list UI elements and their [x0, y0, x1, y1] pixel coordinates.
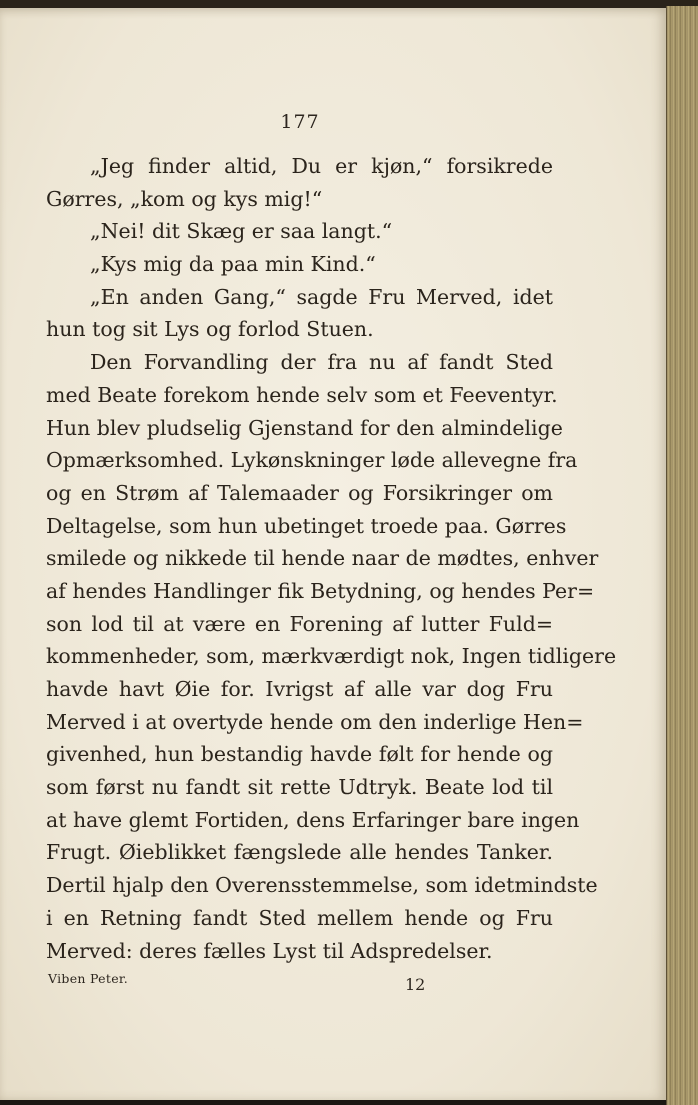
text-line: som først nu fandt sit rette Udtryk. Beate lod til	[46, 775, 553, 800]
text-line: hun tog sit Lys og forlod Stuen.	[46, 317, 374, 342]
footer-signature: Viben Peter.	[48, 971, 129, 986]
scan-top-border	[0, 0, 698, 8]
text-line: Den Forvandling der fra nu af fandt Sted	[90, 350, 553, 375]
text-line: Hun blev pludselig Gjenstand for den almindelige	[46, 415, 563, 440]
text-line: Frugt. Øieblikket fængslede alle hendes Tanker.	[46, 840, 553, 865]
text-line: son lod til at være en Forening af lutter Fuld=	[46, 611, 553, 636]
text-line: Opmærksomhed. Lykønskninger løde allevegne fra	[46, 448, 578, 473]
text-line: Dertil hjalp den Overensstemmelse, som idetmindste	[46, 873, 598, 898]
text-line: „Kys mig da paa min Kind.“	[90, 252, 376, 277]
book-page-edges	[666, 6, 698, 1105]
text-line: og en Strøm af Talemaader og Forsikringer om	[46, 480, 553, 505]
footer-sheet-number: 12	[405, 975, 426, 994]
text-line: givenhed, hun bestandig havde følt for hende og	[46, 742, 553, 767]
text-line: kommenheder, som, mærkværdigt nok, Ingen tidligere	[46, 644, 617, 669]
text-line: Gørres, „kom og kys mig!“	[46, 186, 323, 211]
text-line: med Beate forekom hende selv som et Feeventyr.	[46, 382, 558, 407]
text-line: havde havt Øie for. Ivrigst af alle var dog Fru	[46, 677, 553, 701]
text-line: „En anden Gang,“ sagde Fru Merved, idet	[90, 284, 553, 309]
text-line: i en Retning fandt Sted mellem hende og Fru	[46, 905, 553, 930]
text-line: Merved i at overtyde hende om den inderlige Hen=	[46, 709, 584, 734]
body-text	[46, 150, 617, 967]
text-line: af hendes Handlinger fik Betydning, og hendes Per=	[46, 578, 595, 603]
text-line: Merved: deres fælles Lyst til Adspredelser.	[46, 938, 493, 963]
text-line: at have glemt Fortiden, dens Erfaringer bare ingen	[46, 807, 580, 832]
text-line: smilede og nikkede til hende naar de mødtes, enhver	[46, 546, 599, 571]
text-line: „Nei! dit Skæg er saa langt.“	[90, 219, 393, 244]
text-line: Deltagelse, som hun ubetinget troede paa. Gørres	[46, 513, 567, 538]
page-number: 177	[280, 111, 320, 133]
text-line: „Jeg finder altid, Du er kjøn,“ forsikrede	[90, 154, 553, 178]
